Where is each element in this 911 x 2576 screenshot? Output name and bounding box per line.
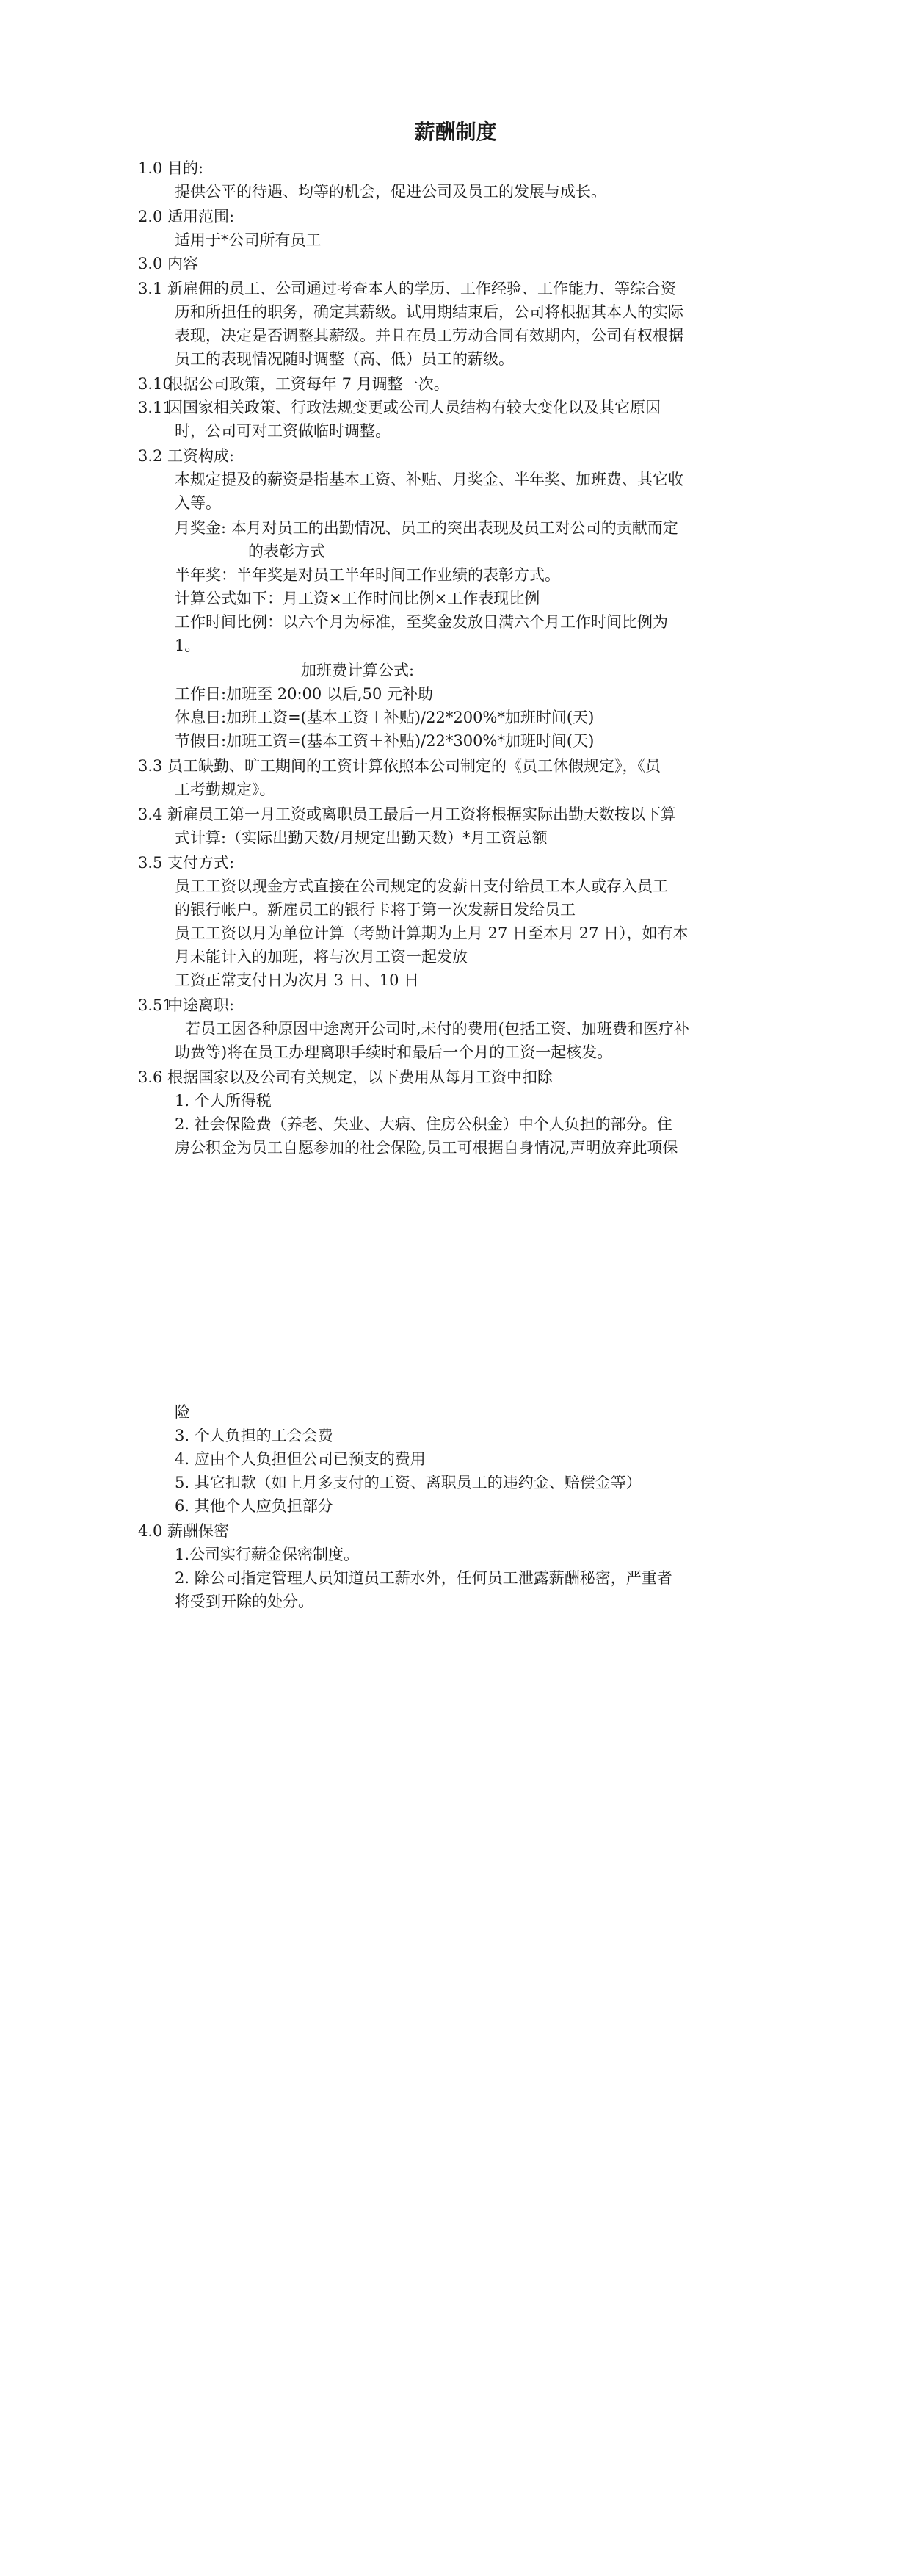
body-text-line: 工作日:加班至 20:00 以后,50 元补助 [175, 685, 434, 703]
section-heading: 新雇佣的员工、公司通过考查本人的学历、工作经验、工作能力、等综合资 [167, 280, 676, 297]
body-text-line: 员工工资以月为单位计算（考勤计算期为上月 27 日至本月 27 日），如有本 [175, 925, 689, 942]
section-number: 3.4 [138, 806, 163, 823]
body-text-line: 险 [175, 1403, 190, 1421]
body-text-line: 1. 个人所得税 [175, 1092, 272, 1110]
section-heading: 根据公司政策，工资每年 7 月调整一次。 [167, 375, 449, 393]
section-heading: 薪酬保密 [167, 1522, 229, 1540]
body-text-line: 计算公式如下：月工资×工作时间比例×工作表现比例 [175, 590, 540, 607]
body-text-line: 3. 个人负担的工会会费 [175, 1427, 333, 1444]
section-heading: 因国家相关政策、行政法规变更或公司人员结构有较大变化以及其它原因 [167, 399, 661, 416]
body-text-line: 工作时间比例：以六个月为标准，至奖金发放日满六个月工作时间比例为 [175, 613, 668, 631]
body-text-line: 若员工因各种原因中途离开公司时,未付的费用(包括工资、加班费和医疗补 [185, 1020, 689, 1038]
body-text-line: 2. 除公司指定管理人员知道员工薪水外，任何员工泄露薪酬秘密，严重者 [175, 1569, 672, 1587]
body-text-line: 式计算:（实际出勤天数/月规定出勤天数）*月工资总额 [175, 829, 548, 847]
section-number: 1.0 [138, 159, 163, 177]
section-number: 3.1 [138, 280, 163, 297]
section-number: 3.2 [138, 447, 163, 465]
document-title: 薪酬制度 [414, 120, 497, 144]
body-text-line: 加班费计算公式: [301, 662, 415, 679]
body-text-line: 1.公司实行薪金保密制度。 [175, 1546, 360, 1563]
body-text-line: 2. 社会保险费（养老、失业、大病、住房公积金）中个人负担的部分。住 [175, 1115, 672, 1133]
body-text-line: 半年奖：半年奖是对员工半年时间工作业绩的表彰方式。 [175, 566, 560, 584]
body-text-line: 本规定提及的薪资是指基本工资、补贴、月奖金、半年奖、加班费、其它收 [175, 471, 683, 488]
body-text-line: 历和所担任的职务，确定其薪级。试用期结束后，公司将根据其本人的实际 [175, 303, 683, 321]
body-text-line: 6. 其他个人应负担部分 [175, 1497, 333, 1515]
section-number: 3.11 [138, 399, 173, 416]
section-number: 3.10 [138, 375, 173, 393]
body-text-line: 的表彰方式 [248, 543, 325, 560]
body-text-line: 适用于*公司所有员工 [175, 231, 322, 249]
body-text-line: 4. 应由个人负担但公司已预支的费用 [175, 1450, 426, 1468]
section-heading: 内容 [167, 255, 198, 272]
body-text-line: 助费等)将在员工办理离职手续时和最后一个月的工资一起核发。 [175, 1043, 613, 1061]
body-text-line: 员工工资以现金方式直接在公司规定的发薪日支付给员工本人或存入员工 [175, 878, 668, 895]
section-heading: 工资构成: [167, 447, 235, 465]
body-text-line: 将受到开除的处分。 [175, 1593, 313, 1610]
body-text-line: 员工的表现情况随时调整（高、低）员工的薪级。 [175, 350, 514, 368]
body-text-line: 表现，决定是否调整其薪级。并且在员工劳动合同有效期内，公司有权根据 [175, 327, 683, 344]
section-heading: 中途离职: [167, 996, 235, 1014]
body-text-line: 房公积金为员工自愿参加的社会保险,员工可根据自身情况,声明放弃此项保 [175, 1139, 678, 1157]
section-number: 4.0 [138, 1522, 163, 1540]
body-text-line: 提供公平的待遇、均等的机会，促进公司及员工的发展与成长。 [175, 183, 606, 200]
section-heading: 新雇员工第一月工资或离职员工最后一月工资将根据实际出勤天数按以下算 [167, 806, 676, 823]
section-heading: 员工缺勤、旷工期间的工资计算依照本公司制定的《员工休假规定》，《员 [167, 757, 661, 775]
body-text-line: 月未能计入的加班，将与次月工资一起发放 [175, 948, 468, 966]
section-number: 2.0 [138, 208, 163, 225]
section-number: 3.6 [138, 1068, 163, 1086]
body-text-line: 月奖金: 本月对员工的出勤情况、员工的突出表现及员工对公司的贡献而定 [175, 519, 678, 537]
body-text-line: 休息日:加班工资=(基本工资＋补贴)/22*200%*加班时间(天) [175, 709, 595, 726]
body-text-line: 工考勤规定》。 [175, 781, 275, 798]
body-text-line: 的银行帐户。新雇员工的银行卡将于第一次发薪日发给员工 [175, 901, 576, 919]
body-text-line: 5. 其它扣款（如上月多支付的工资、离职员工的违约金、赔偿金等） [175, 1474, 642, 1491]
section-number: 3.0 [138, 255, 163, 272]
body-text-line: 节假日:加班工资=(基本工资＋补贴)/22*300%*加班时间(天) [175, 732, 595, 750]
section-heading: 支付方式: [167, 854, 235, 872]
section-number: 3.3 [138, 757, 163, 775]
body-text-line: 时，公司可对工资做临时调整。 [175, 422, 391, 440]
body-text-line: 工资正常支付日为次月 3 日、10 日 [175, 972, 420, 989]
body-text-line: 入等。 [175, 494, 221, 512]
section-heading: 适用范围: [167, 208, 235, 225]
section-number: 3.51 [138, 996, 173, 1014]
section-number: 3.5 [138, 854, 163, 872]
body-text-line: 1。 [175, 637, 200, 654]
section-heading: 根据国家以及公司有关规定，以下费用从每月工资中扣除 [167, 1068, 553, 1086]
section-heading: 目的: [167, 159, 204, 177]
